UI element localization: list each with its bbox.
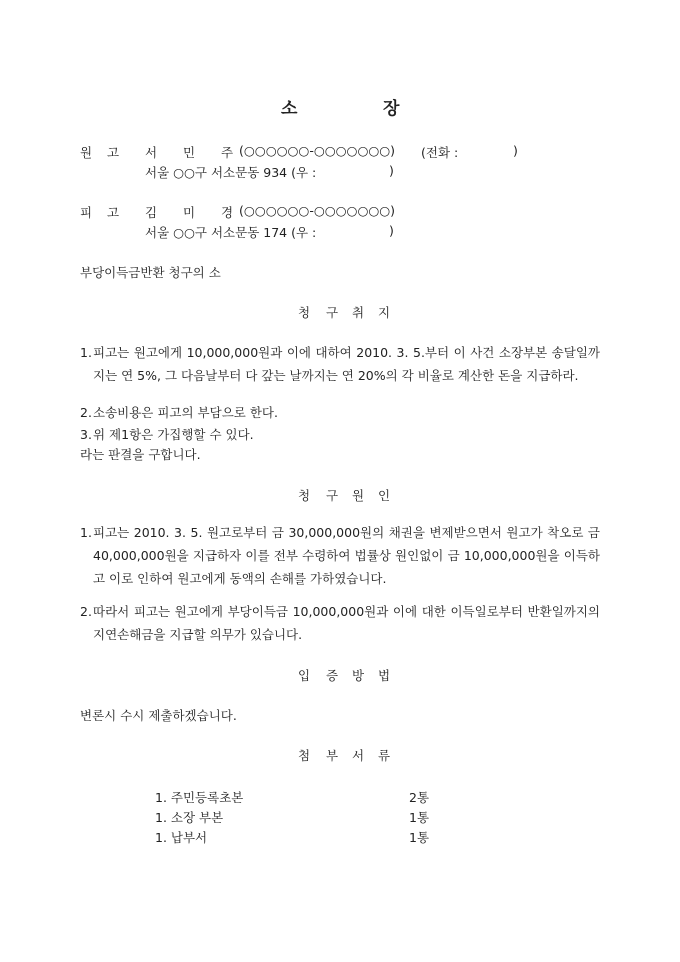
heading-char: 증 [326, 668, 339, 683]
plaintiff-address: 서울 ○○구 서소문동 934 (우 : [145, 165, 317, 180]
attachment-count: 1통 [409, 830, 430, 845]
item-number: 2. [80, 604, 92, 619]
attachment-name: 1. 주민등록초본 [155, 790, 244, 805]
attachment-name: 1. 납부서 [155, 830, 208, 845]
heading-char: 서 [352, 748, 365, 763]
plaintiff-phone-label: (전화 : [421, 145, 459, 160]
item-number: 1. [80, 345, 92, 360]
item-text: 피고는 2010. 3. 5. 원고로부터 금 30,000,000원의 채권을 변제받으면서 원고가 착오로 금 40,000,000원을 지급하자 이를 전부 수령하여 법률상 원인없이 금 10,000,000원을 이득하고 이로 인하여 원고에게 동액의 손해를 가하였습니다. [93, 525, 600, 586]
claim-purpose-item-1 [80, 341, 600, 387]
claim-cause-item-1 [80, 521, 600, 590]
heading-char: 지 [378, 305, 391, 320]
heading-char: 구 [326, 488, 339, 503]
plaintiff-id-number: (○○○○○○-○○○○○○○) [239, 143, 396, 158]
item-number: 1. [80, 525, 92, 540]
heading-char: 청 [298, 305, 311, 320]
heading-char: 원 [352, 488, 365, 503]
document-title-char-2: 장 [383, 99, 400, 119]
defendant-name-char-3: 경 [221, 205, 234, 220]
heading-char: 류 [378, 748, 391, 763]
item-text: 위 제1항은 가집행할 수 있다. [93, 427, 254, 442]
defendant-name-char-1: 김 [145, 205, 158, 220]
heading-char: 입 [298, 668, 311, 683]
heading-char: 청 [298, 488, 311, 503]
item-number: 3. [80, 427, 92, 442]
plaintiff-role-char-2: 고 [107, 145, 120, 160]
defendant-address: 서울 ○○구 서소문동 174 (우 : [145, 225, 317, 240]
item-text: 따라서 피고는 원고에게 부당이득금 10,000,000원과 이에 대한 이득일로부터 반환일까지의 지연손해금을 지급할 의무가 있습니다. [93, 604, 600, 642]
heading-char: 인 [378, 488, 391, 503]
item-text: 소송비용은 피고의 부담으로 한다. [93, 405, 278, 420]
claim-cause-item-2 [80, 600, 600, 646]
heading-char: 방 [352, 668, 365, 683]
defendant-name-char-2: 미 [183, 205, 196, 220]
judgment-request: 라는 판결을 구합니다. [80, 447, 201, 462]
claim-purpose-item-3 [80, 423, 600, 446]
plaintiff-phone-close: ) [513, 143, 518, 158]
plaintiff-address-close: ) [389, 163, 394, 178]
item-number: 2. [80, 405, 92, 420]
claim-purpose-item-2 [80, 401, 600, 424]
plaintiff-name-char-2: 민 [183, 145, 196, 160]
plaintiff-role-char-1: 원 [80, 145, 93, 160]
defendant-address-close: ) [389, 223, 394, 238]
attachment-count: 2통 [409, 790, 430, 805]
heading-char: 구 [326, 305, 339, 320]
document-title-char-1: 소 [281, 99, 298, 119]
attachment-name: 1. 소장 부본 [155, 810, 224, 825]
plaintiff-name-char-1: 서 [145, 145, 158, 160]
evidence-text: 변론시 수시 제출하겠습니다. [80, 708, 237, 723]
item-text: 피고는 원고에게 10,000,000원과 이에 대하여 2010. 3. 5.부터 이 사건 소장부본 송달일까지는 연 5%, 그 다음날부터 다 갚는 날까지는 연 20%의 각 비율로 계산한 돈을 지급하라. [93, 345, 600, 383]
heading-char: 법 [378, 668, 391, 683]
plaintiff-name-char-3: 주 [221, 145, 234, 160]
heading-char: 첨 [298, 748, 311, 763]
defendant-id-number: (○○○○○○-○○○○○○○) [239, 203, 396, 218]
defendant-role-char-1: 피 [80, 205, 93, 220]
defendant-role-char-2: 고 [107, 205, 120, 220]
heading-char: 취 [352, 305, 365, 320]
attachment-count: 1통 [409, 810, 430, 825]
case-title: 부당이득금반환 청구의 소 [80, 265, 221, 280]
heading-char: 부 [326, 748, 339, 763]
